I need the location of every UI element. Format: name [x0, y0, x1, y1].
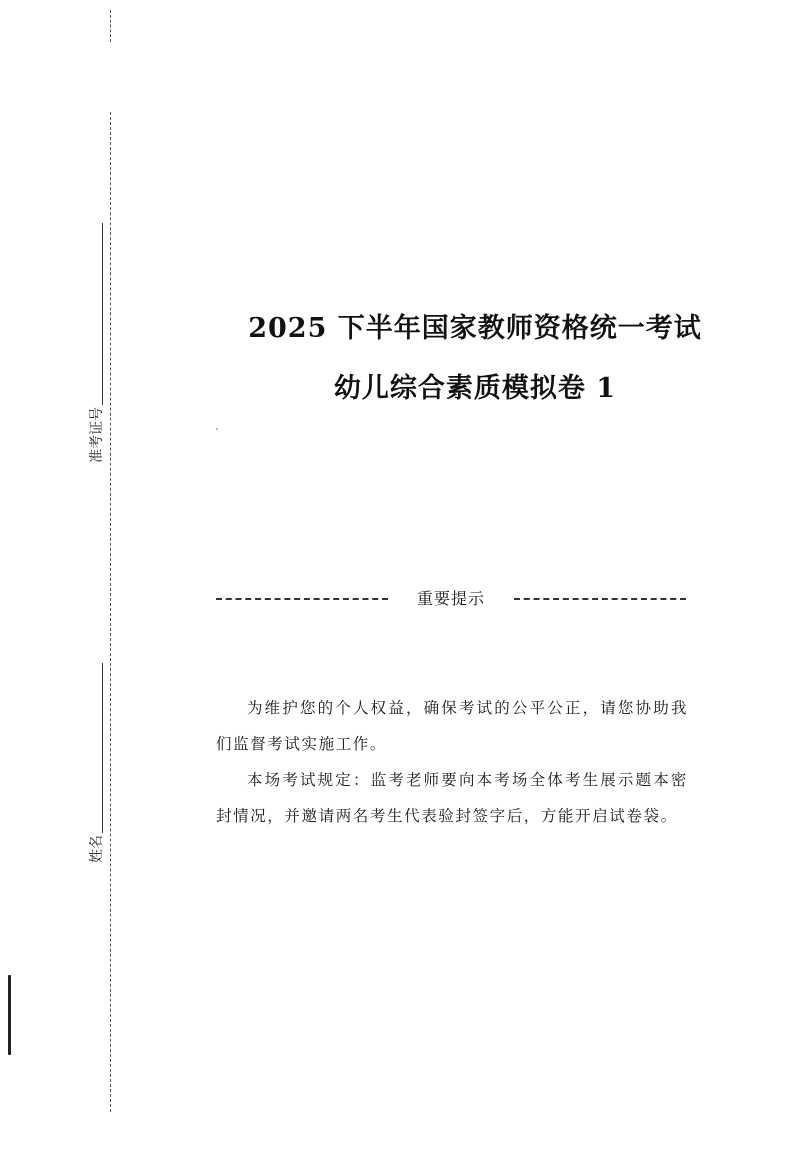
scan-dot — [216, 428, 218, 430]
exam-title: 2025 下半年国家教师资格统一考试 — [248, 313, 702, 344]
notice-paragraph-1: 为维护您的个人权益，确保考试的公平公正，请您协助我们监督考试实施工作。 — [216, 699, 688, 753]
binding-line — [110, 112, 111, 1112]
notice-dash-left — [216, 598, 388, 600]
notice-header — [216, 584, 686, 610]
candidate-name-blank — [102, 663, 103, 833]
exam-subtitle: 幼儿综合素质模拟卷 1 — [333, 373, 617, 404]
candidate-name-label: 姓名 — [89, 835, 105, 863]
notice-paragraph-2: 本场考试规定：监考老师要向本考场全体考生展示题本密封情况，并邀请两名考生代表验封签字后，方能开启试卷袋。 — [216, 771, 688, 825]
admission-number-field — [80, 223, 106, 463]
admission-number-label: 准考证号 — [89, 407, 105, 463]
admission-number-blank — [102, 223, 103, 405]
scan-edge-mark — [8, 975, 11, 1055]
notice-body — [216, 690, 688, 834]
notice-heading: 重要提示 — [416, 588, 485, 608]
notice-dash-right — [514, 598, 686, 600]
binding-line-top — [110, 10, 111, 42]
candidate-name-field — [80, 663, 106, 863]
